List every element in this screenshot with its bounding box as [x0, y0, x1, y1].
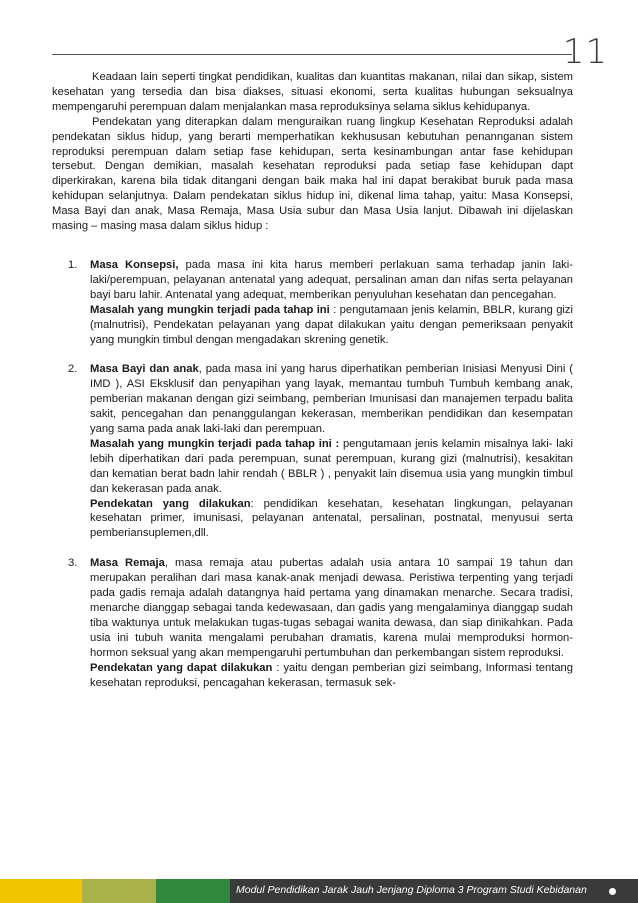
footer-bar [0, 879, 638, 903]
item-paragraph [90, 362, 573, 437]
top-rule [52, 54, 572, 55]
footer-yellow-block [0, 879, 82, 903]
item-text: pada masa ini kita harus memberi perlakuan sama terhadap janin laki-laki/perempuan, pelayanan antenatal yang adequat, persalinan aman dan nifas serta pelayanan bayi baru lahir. Antenatal yang adequat, memberikan penyuluhan kesehatan dan pencegahan. [90, 258, 573, 301]
list-number: 3. [68, 557, 78, 570]
list-number: 2. [68, 363, 78, 376]
item-subparagraph [90, 661, 573, 691]
item-title: Masa Bayi dan anak [90, 363, 199, 376]
item-subtext: pengutamaan jenis kelamin misalnya laki- laki lebih diperhatikan dari pada perempuan, sunat perempuan, kurang gizi (malnutrisi), kesakitan dan kematian berat badn lahir rendah ( BBLR ) , penyakit lain disemua usia yang mungkin timbul dan kekerasan pada anak. [90, 437, 573, 495]
page-content [52, 70, 573, 705]
footer-text: Modul Pendidikan Jarak Jauh Jenjang Diploma 3 Program Studi Kebidanan [236, 884, 587, 896]
list-item-bayi-anak [52, 362, 573, 541]
item-paragraph [90, 556, 573, 660]
item-text: , pada masa ini yang harus diperhatikan pemberian Inisiasi Menyusi Dini ( IMD ), ASI Eksklusif dan penyapihan yang layak, memantau tumbuh Tumbuh kembang anak, pemberian makanan dengan gizi seimbang, pemberian Imunisasi dan manajemen terpadu balita sakit, pencegahan dan penanggulangan kekerasan, memberikan pendidikan dan kesempatan yang sama pada anak laki-laki dan perempuan. [90, 363, 573, 436]
item-title: Masa Remaja [90, 557, 165, 570]
intro-paragraph-1: Keadaan lain seperti tingkat pendidikan, kualitas dan kuantitas makanan, nilai dan sikap, sistem kesehatan yang tersedia dan bisa diakses, situasi ekonomi, serta kualitas hubungan seksualnya mempengaruhi perempuan dalam menjalankan masa reproduksinya selama siklus kehidupanya. [52, 71, 573, 113]
intro-paragraph-2: Pendekatan yang diterapkan dalam menguraikan ruang lingkup Kesehatan Reproduksi adalah pendekatan siklus hidup, yang berarti memperhatikan kekhususan kebutuhan penannganan sistem reproduksi perempuan dalam setiap fase kehidupan, serta kesinambungan antar fase kehidupan tersebut. Dengan demikian, masalah kesehatan reproduksi pada setiap fase kehidupan dapt diperkirakan, karena bila tidak ditangani dengan baik maka hal ini dapat berakibat buruk pada masa kehidupan selanjutnya. Dalam pendekatan siklus hidup ini, dikenal lima tahap, yaitu: Masa Konsepsi, Masa Bayi dan anak, Masa Remaja, Masa Usia subur dan Masa Usia lanjut. Dibawah ini dijelaskan masing – masing masa dalam siklus hidup : [52, 115, 573, 233]
item-subtitle: Masalah yang mungkin terjadi pada tahap ini : [90, 437, 340, 450]
life-cycle-list [52, 258, 573, 690]
list-item-remaja [52, 556, 573, 690]
item-subtext: : pengutamaan jenis kelamin, BBLR, kurang gizi (malnutrisi), Pendekatan pelayanan yang dapat dilakukan yaitu dengan pemeriksaan penyakit yang mungkin timbul dengan mengadakan skrening genetik. [90, 303, 573, 346]
item-subparagraph [90, 437, 573, 497]
page-number: 11 [562, 32, 608, 72]
footer-green-block [156, 879, 230, 903]
item-text: , masa remaja atau pubertas adalah usia antara 10 sampai 19 tahun dan merupakan peralihan dari masa kanak-anak menjadi dewasa. Peristiwa terpenting yang terjadi pada gadis remaja adalah datangnya haid pertama yang dinamakan menarche. Secara tradisi, menarche dianggap sebagai tanda kedewasaan, dan gadis yang mengalaminya dianggap sudah tiba waktunya untuk melakukan tugas-tugas sebagai wanita dewasa, dan siap dinikahkan. Pada usia ini tubuh wanita mengalami perubahan dramatis, karena mulai memproduksi hormon-hormon seksual yang akan mempengaruhi pertumbuhan dan perkembangan sistem reproduksi. [90, 557, 573, 659]
list-number: 1. [68, 258, 78, 271]
footer-olive-block [82, 879, 156, 903]
item-subtitle: Pendekatan yang dapat dilakukan [90, 661, 273, 674]
item-subparagraph [90, 303, 573, 348]
item-subtitle-2: Pendekatan yang dilakukan [90, 497, 251, 510]
list-item-konsepsi [52, 258, 573, 347]
item-subtext: : yaitu dengan pemberian gizi seimbang, Informasi tentang kesehatan reproduksi, pencagahan kekerasan, termasuk sek- [90, 661, 573, 689]
item-paragraph [90, 258, 573, 303]
item-subparagraph-2 [90, 497, 573, 542]
footer-dark-block [230, 879, 638, 903]
footer-dot-icon [609, 888, 616, 895]
item-subtext-2: : pendidikan kesehatan, kesehatan lingkungan, pelayanan kesehatan primer, imunisasi, pelayanan antenatal, persalinan, postnatal, menyusui serta pemberiansuplemen,dll. [90, 497, 573, 540]
item-subtitle: Masalah yang mungkin terjadi pada tahap ini [90, 303, 330, 316]
item-title: Masa Konsepsi, [90, 258, 179, 271]
